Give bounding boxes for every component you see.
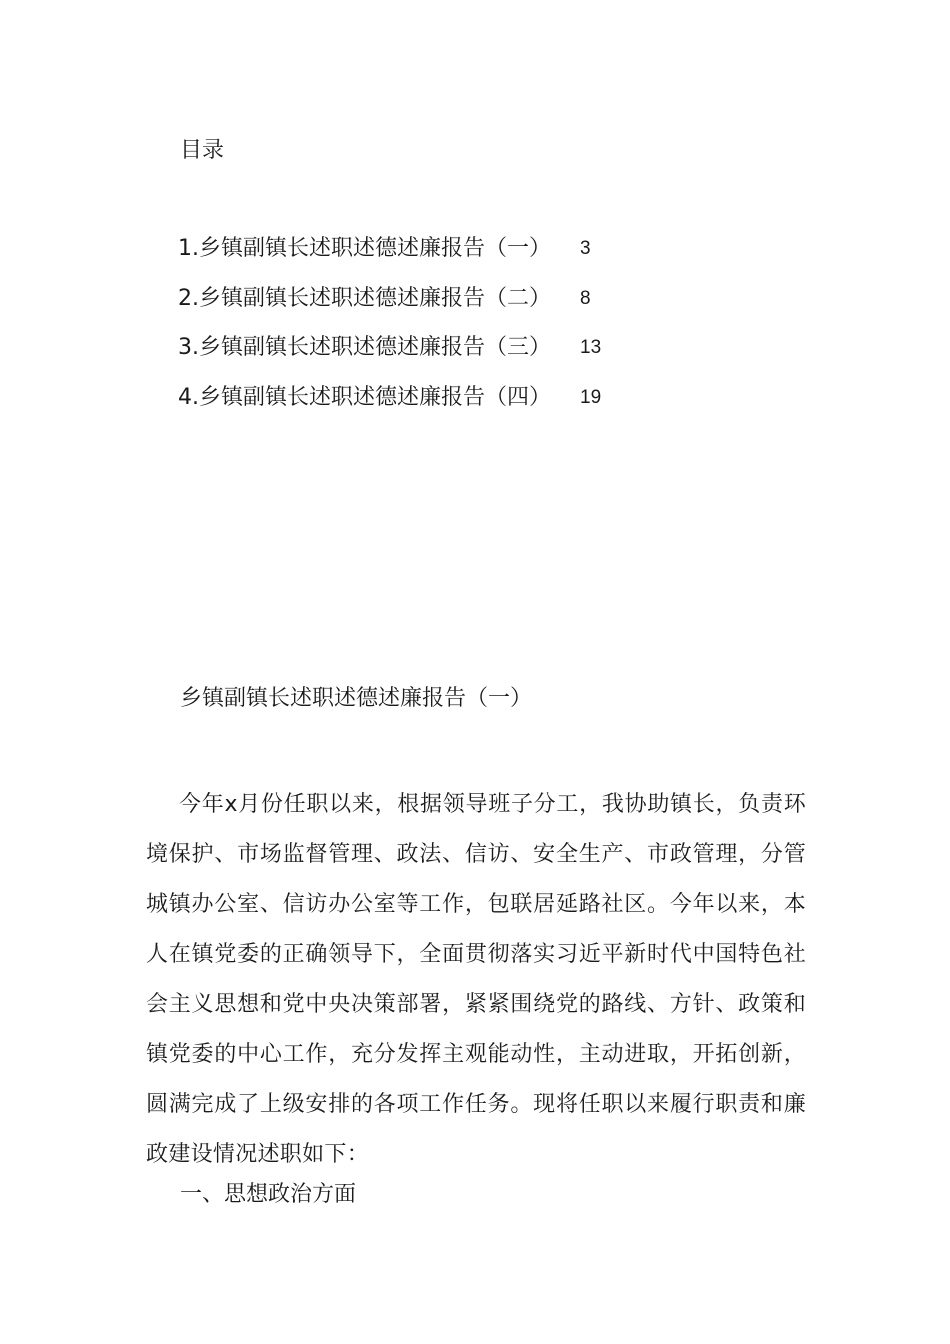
toc-entry-page: 13 xyxy=(580,337,602,358)
toc-entry-page: 3 xyxy=(580,238,591,259)
toc-entry-label: 3.乡镇副镇长述职述德述廉报告（三） xyxy=(178,335,551,360)
toc-entry[interactable] xyxy=(178,234,638,284)
toc-entry-label: 2.乡镇副镇长述职述德述廉报告（二） xyxy=(178,285,551,311)
toc-title: 目录 xyxy=(180,138,225,163)
intro-paragraph: 今年x月份任职以来，根据领导班子分工，我协助镇长，负责环境保护、市场监督管理、政法、信访、安全生产、市政管理，分管城镇办公室、信访办公室等工作，包联居延路社区。今年以来，本人在镇党委的正确领导下，全面贯彻落实习近平新时代中国特色社会主义思想和党中央决策部署，紧紧围绕党的路线、方针、政策和镇党委的中心工作，充分发挥主观能动性，主动进取，开拓创新，圆满完成了上级安排的各项工作任务。现将任职以来履行职责和廉政建设情况述职如下： xyxy=(146,792,806,1167)
toc-entry-page: 19 xyxy=(580,386,602,408)
toc-entry-page: 8 xyxy=(580,287,591,309)
toc-entry-label: 4.乡镇副镇长述职述德述廉报告（四） xyxy=(178,384,551,410)
section-heading: 一、思想政治方面 xyxy=(180,1182,357,1207)
report-title: 乡镇副镇长述职述德述廉报告（一） xyxy=(180,686,533,711)
toc-entry[interactable] xyxy=(178,333,638,383)
toc-entry-label: 1.乡镇副镇长述职述德述廉报告（一） xyxy=(178,236,551,261)
toc-entry[interactable] xyxy=(178,284,638,334)
toc-list xyxy=(178,234,638,432)
toc-entry[interactable] xyxy=(178,383,638,433)
